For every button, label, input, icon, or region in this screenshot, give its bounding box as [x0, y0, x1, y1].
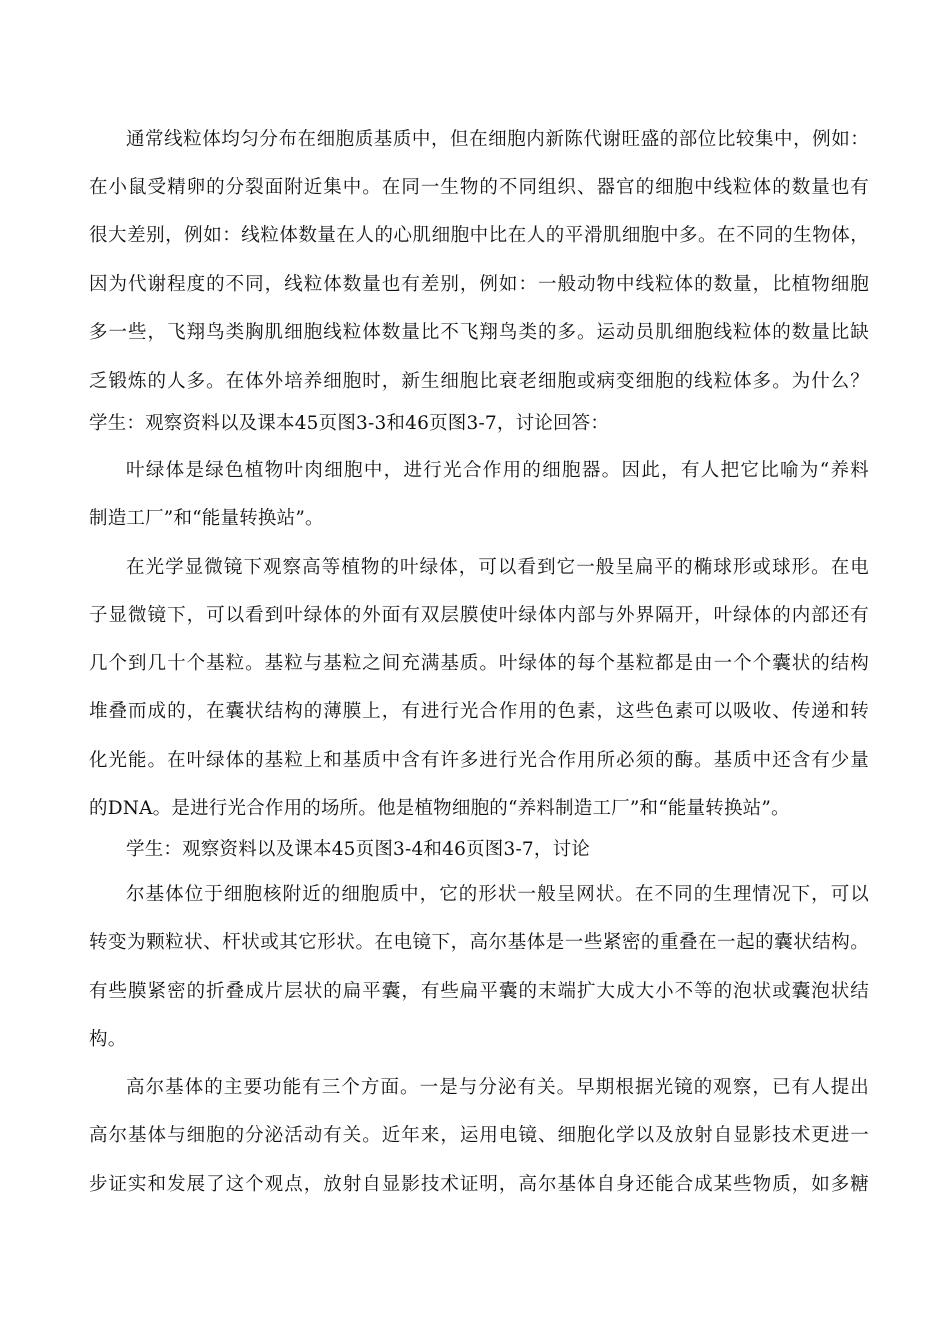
paragraph-line: 学生：观察资料以及课本45页图3-3和46页图3-7，讨论回答：	[89, 413, 610, 434]
paragraph-line: 化光能。在叶绿体的基粒上和基质中含有许多进行光合作用所必须的酶。基质中还含有少量	[89, 750, 869, 771]
paragraph-line: 转变为颗粒状、杆状或其它形状。在电镜下，高尔基体是一些紧密的重叠在一起的囊状结构。	[89, 932, 869, 953]
paragraph-line: 通常线粒体均匀分布在细胞质基质中，但在细胞内新陈代谢旺盛的部位比较集中，例如：	[126, 129, 869, 150]
paragraph-line: 学生：观察资料以及课本45页图3-4和46页图3-7，讨论	[126, 839, 590, 860]
paragraph-line: 堆叠而成的，在囊状结构的薄膜上，有进行光合作用的色素，这些色素可以吸收、传递和转	[89, 701, 869, 722]
paragraph-line: 因为代谢程度的不同，线粒体数量也有差别，例如：一般动物中线粒体的数量，比植物细胞	[89, 274, 869, 295]
paragraph-line: 叶绿体是绿色植物叶肉细胞中，进行光合作用的细胞器。因此，有人把它比喻为“养料	[126, 460, 869, 481]
paragraph-line: 高尔基体的主要功能有三个方面。一是与分泌有关。早期根据光镜的观察，已有人提出	[126, 1077, 869, 1098]
paragraph-line: 有些膜紧密的折叠成片层状的扁平囊，有些扁平囊的末端扩大成大小不等的泡状或囊泡状结	[89, 981, 869, 1002]
paragraph-line: 步证实和发展了这个观点，放射自显影技术证明，高尔基体自身还能合成某些物质，如多糖	[89, 1174, 869, 1195]
paragraph-line: 在小鼠受精卵的分裂面附近集中。在同一生物的不同组织、器官的细胞中线粒体的数量也有	[89, 177, 869, 198]
paragraph-line: 子显微镜下，可以看到叶绿体的外面有双层膜使叶绿体内部与外界隔开，叶绿体的内部还有	[89, 605, 869, 626]
paragraph-line: 尔基体位于细胞核附近的细胞质中，它的形状一般呈网状。在不同的生理情况下，可以	[126, 884, 869, 905]
paragraph-line: 多一些，飞翔鸟类胸肌细胞线粒体数量比不飞翔鸟类的多。运动员肌细胞线粒体的数量比缺	[89, 322, 869, 343]
paragraph-line: 在光学显微镜下观察高等植物的叶绿体，可以看到它一般呈扁平的椭球形或球形。在电	[126, 557, 869, 578]
paragraph-line: 构。	[89, 1029, 127, 1050]
paragraph-line: 乏锻炼的人多。在体外培养细胞时，新生细胞比衰老细胞或病变细胞的线粒体多。为什么？	[89, 371, 869, 392]
paragraph-line: 很大差别，例如：线粒体数量在人的心肌细胞中比在人的平滑肌细胞中多。在不同的生物体，	[89, 225, 869, 246]
paragraph-line: 几个到几十个基粒。基粒与基粒之间充满基质。叶绿体的每个基粒都是由一个个囊状的结构	[89, 653, 869, 674]
paragraph-line: 的DNA。是进行光合作用的场所。他是植物细胞的“养料制造工厂”和“能量转换站”。	[89, 798, 790, 819]
paragraph-line: 高尔基体与细胞的分泌活动有关。近年来，运用电镜、细胞化学以及放射自显影技术更进一	[89, 1125, 869, 1146]
paragraph-line: 制造工厂”和“能量转换站”。	[89, 508, 324, 529]
